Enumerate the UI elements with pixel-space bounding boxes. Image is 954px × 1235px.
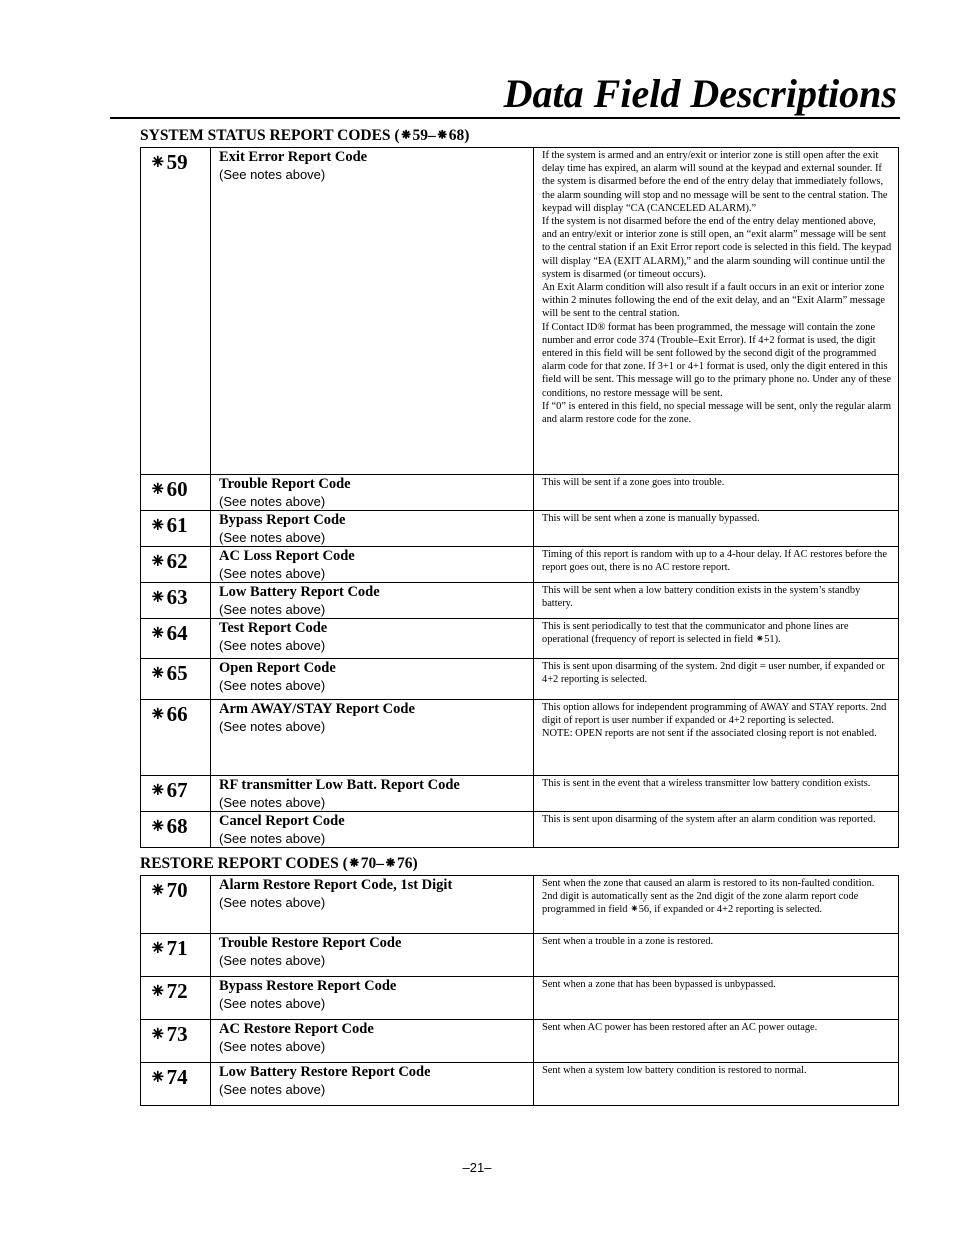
description-paragraph: This is sent in the event that a wireless transmitter low battery condition exists. (542, 778, 871, 789)
field-note: (See notes above) (219, 167, 326, 182)
field-row-73 (141, 1020, 899, 1063)
field-description-cell (534, 934, 899, 977)
field-description (534, 148, 898, 429)
asterisk-icon: ⁕ (149, 1065, 167, 1089)
asterisk-icon: ⁕ (149, 979, 167, 1003)
field-description-cell (534, 812, 899, 848)
section-heading-restore: RESTORE REPORT CODES (⁕70–⁕76) (140, 855, 418, 872)
asterisk-icon: ⁕ (149, 585, 167, 609)
field-name-cell (211, 1063, 534, 1106)
field-number-cell (141, 659, 211, 700)
field-description (534, 511, 898, 528)
field-note: (See notes above) (219, 678, 326, 693)
field-number-value: 60 (166, 477, 188, 501)
description-paragraph: This option allows for independent programming of AWAY and STAY reports. 2nd digit of report is user number if expanded or 4+2 reporting is selected. (542, 702, 887, 727)
field-description-cell (534, 511, 899, 547)
description-paragraph: Timing of this report is random with up to a 4-hour delay. If AC restores before the report goes out, there is no AC restore report. (542, 549, 887, 574)
field-name-cell (211, 876, 534, 934)
field-note: (See notes above) (219, 566, 326, 581)
field-description-cell (534, 1063, 899, 1106)
field-number (141, 812, 210, 838)
field-row-62 (141, 547, 899, 583)
field-number-value: 63 (166, 585, 188, 609)
field-note: (See notes above) (219, 530, 326, 545)
field-number-cell (141, 700, 211, 776)
restore-table (140, 875, 899, 1106)
field-name: Bypass Report Code (219, 512, 346, 528)
field-number (141, 583, 210, 609)
field-number-value: 65 (166, 661, 188, 685)
field-name: AC Loss Report Code (219, 548, 355, 564)
field-row-67 (141, 776, 899, 812)
field-number (141, 876, 210, 902)
field-description-cell (534, 475, 899, 511)
field-name-cell (211, 511, 534, 547)
field-row-63 (141, 583, 899, 619)
field-note: (See notes above) (219, 996, 326, 1011)
title-rule (110, 117, 900, 119)
field-number-cell (141, 583, 211, 619)
field-description (534, 659, 898, 689)
field-name: Arm AWAY/STAY Report Code (219, 701, 415, 717)
field-note: (See notes above) (219, 1039, 326, 1054)
field-name-cell (211, 659, 534, 700)
field-name-cell (211, 700, 534, 776)
field-description-cell (534, 876, 899, 934)
field-note: (See notes above) (219, 831, 326, 846)
field-number (141, 475, 210, 501)
asterisk-icon: ⁕ (149, 549, 167, 573)
field-number-cell (141, 812, 211, 848)
asterisk-icon: ⁕ (149, 661, 167, 685)
field-description-cell (534, 776, 899, 812)
field-number-value: 73 (166, 1022, 188, 1046)
field-description (534, 812, 898, 829)
field-number-cell (141, 511, 211, 547)
field-row-64 (141, 619, 899, 659)
field-note: (See notes above) (219, 494, 326, 509)
description-paragraph: An Exit Alarm condition will also result if a fault occurs in an exit or interior zone within 2 minutes following the end of the exit delay, and an “Exit Alarm” message will be sent to the central station. (542, 282, 885, 320)
field-description-cell (534, 583, 899, 619)
description-paragraph: Sent when a trouble in a zone is restored. (542, 936, 714, 947)
field-description (534, 475, 898, 492)
field-note: (See notes above) (219, 602, 326, 617)
asterisk-icon: ⁕ (149, 1022, 167, 1046)
field-description (534, 934, 898, 951)
field-note: (See notes above) (219, 953, 326, 968)
field-note: (See notes above) (219, 719, 326, 734)
field-name: Bypass Restore Report Code (219, 978, 397, 994)
field-description-cell (534, 659, 899, 700)
field-name: AC Restore Report Code (219, 1021, 374, 1037)
field-description (534, 876, 898, 920)
field-number (141, 977, 210, 1003)
field-description-cell (534, 700, 899, 776)
field-row-65 (141, 659, 899, 700)
field-name-cell (211, 619, 534, 659)
field-number (141, 776, 210, 802)
field-description-cell (534, 547, 899, 583)
field-row-71 (141, 934, 899, 977)
field-number-cell (141, 148, 211, 475)
field-row-74 (141, 1063, 899, 1106)
field-row-66 (141, 700, 899, 776)
field-note: (See notes above) (219, 795, 326, 810)
field-number-cell (141, 1020, 211, 1063)
field-number (141, 659, 210, 685)
asterisk-icon: ⁕ (149, 878, 167, 902)
description-paragraph: Sent when a zone that has been bypassed is unbypassed. (542, 979, 776, 990)
page-title: Data Field Descriptions (503, 71, 897, 116)
field-number (141, 1063, 210, 1089)
field-number (141, 547, 210, 573)
field-number (141, 934, 210, 960)
asterisk-icon: ⁕ (149, 621, 167, 645)
field-description-cell (534, 619, 899, 659)
field-number-cell (141, 977, 211, 1020)
field-number-value: 66 (166, 702, 188, 726)
field-row-70 (141, 876, 899, 934)
field-description (534, 583, 898, 613)
field-description-cell (534, 1020, 899, 1063)
field-number-cell (141, 876, 211, 934)
field-row-59 (141, 148, 899, 475)
field-number-cell (141, 547, 211, 583)
field-name: Exit Error Report Code (219, 149, 368, 165)
field-name: Alarm Restore Report Code, 1st Digit (219, 877, 453, 893)
field-number-value: 64 (166, 621, 188, 645)
description-paragraph: NOTE: OPEN reports are not sent if the associated closing report is not enabled. (542, 728, 877, 740)
section-heading-system-status: SYSTEM STATUS REPORT CODES (⁕59–⁕68) (140, 127, 470, 144)
field-note: (See notes above) (219, 638, 326, 653)
field-name: Trouble Restore Report Code (219, 935, 402, 951)
field-number-value: 68 (166, 814, 188, 838)
description-paragraph: This will be sent if a zone goes into trouble. (542, 477, 725, 488)
field-name: Low Battery Report Code (219, 584, 380, 600)
field-number (141, 148, 210, 174)
description-paragraph: If “0” is entered in this field, no special message will be sent, only the regular alarm and alarm restore code for the zone. (542, 400, 892, 426)
field-number (141, 619, 210, 645)
field-number-value: 67 (166, 778, 188, 802)
field-description-cell (534, 977, 899, 1020)
description-paragraph: Sent when the zone that caused an alarm is restored to its non-faulted condition. 2nd digit is automatically sent as the 2nd digit of the zone alarm report code programmed in field ⁕56, if expanded or 4+2 reporting is selected. (542, 878, 875, 916)
field-note: (See notes above) (219, 895, 326, 910)
field-number-value: 71 (166, 936, 188, 960)
field-name: Cancel Report Code (219, 813, 345, 829)
field-name: RF transmitter Low Batt. Report Code (219, 777, 460, 793)
description-paragraph: This is sent upon disarming of the system. 2nd digit = user number, if expanded or 4+2 reporting is selected. (542, 661, 885, 686)
asterisk-icon: ⁕ (149, 702, 167, 726)
field-description (534, 1063, 898, 1080)
field-name: Open Report Code (219, 660, 336, 676)
field-description (534, 977, 898, 994)
description-paragraph: Sent when a system low battery condition is restored to normal. (542, 1065, 807, 1076)
field-number-cell (141, 776, 211, 812)
field-name-cell (211, 776, 534, 812)
field-number-value: 72 (166, 979, 188, 1003)
field-number (141, 511, 210, 537)
field-name-cell (211, 977, 534, 1020)
description-paragraph: If the system is not disarmed before the end of the entry delay mentioned above, and an entry/exit or interior zone is still open, an “exit alarm” message will be sent to the central station if an Exit Error report code is selected in this field. The keypad will display “EA (EXIT ALARM),” and the alarm sounding will continue until the system is disarmed (or timeout occurs). (542, 216, 892, 280)
field-row-68 (141, 812, 899, 848)
field-note: (See notes above) (219, 1082, 326, 1097)
asterisk-icon: ⁕ (149, 778, 167, 802)
field-description (534, 619, 898, 649)
system-status-table (140, 147, 899, 848)
field-description (534, 1020, 898, 1037)
description-paragraph: If Contact ID® format has been programmed, the message will contain the zone number and error code 374 (Trouble–Exit Error). If 4+2 format is used, the digit entered in this field will be sent followed by the second digit of the programmed alarm code for that zone. If 3+1 or 4+1 format is used, only the digit entered in this field will be sent. This message will go to the primary phone no. Under any of these conditions, no restore message will be sent. (542, 321, 891, 399)
description-paragraph: If the system is armed and an entry/exit or interior zone is still open after the exit delay time has expired, an alarm will sound at the keypad and external sounder. If the system is disarmed before the end of the entry delay that immediately follows, the alarm sounding will stop and no message will be sent to the central station. The keypad will display “CA (CANCELED ALARM).” (542, 150, 888, 214)
field-number-cell (141, 619, 211, 659)
field-number-value: 62 (166, 549, 188, 573)
asterisk-icon: ⁕ (149, 814, 167, 838)
field-name-cell (211, 475, 534, 511)
asterisk-icon: ⁕ (149, 936, 167, 960)
field-number-cell (141, 934, 211, 977)
field-row-60 (141, 475, 899, 511)
field-name-cell (211, 547, 534, 583)
field-number-cell (141, 1063, 211, 1106)
field-name-cell (211, 1020, 534, 1063)
description-paragraph: This will be sent when a zone is manually bypassed. (542, 513, 760, 524)
field-number-value: 74 (166, 1065, 188, 1089)
page-number: –21– (462, 1160, 492, 1175)
field-row-72 (141, 977, 899, 1020)
field-name-cell (211, 148, 534, 475)
field-name: Low Battery Restore Report Code (219, 1064, 431, 1080)
field-description (534, 547, 898, 577)
asterisk-icon: ⁕ (149, 513, 167, 537)
asterisk-icon: ⁕ (149, 477, 167, 501)
field-row-61 (141, 511, 899, 547)
description-paragraph: This will be sent when a low battery condition exists in the system’s standby battery. (542, 585, 861, 610)
field-number-value: 61 (166, 513, 188, 537)
field-number-cell (141, 475, 211, 511)
field-number (141, 1020, 210, 1046)
description-paragraph: This is sent periodically to test that the communicator and phone lines are operational (frequency of report is selected in field ⁕51). (542, 621, 849, 646)
field-name: Trouble Report Code (219, 476, 351, 492)
field-name-cell (211, 934, 534, 977)
description-paragraph: Sent when AC power has been restored after an AC power outage. (542, 1022, 818, 1033)
field-name: Test Report Code (219, 620, 328, 636)
field-description (534, 776, 898, 793)
asterisk-icon: ⁕ (149, 150, 167, 174)
field-name-cell (211, 583, 534, 619)
field-description-cell (534, 148, 899, 475)
field-number-value: 59 (166, 150, 188, 174)
description-paragraph: This is sent upon disarming of the system after an alarm condition was reported. (542, 814, 876, 825)
field-number (141, 700, 210, 726)
field-name-cell (211, 812, 534, 848)
field-number-value: 70 (166, 878, 188, 902)
field-description (534, 700, 898, 744)
